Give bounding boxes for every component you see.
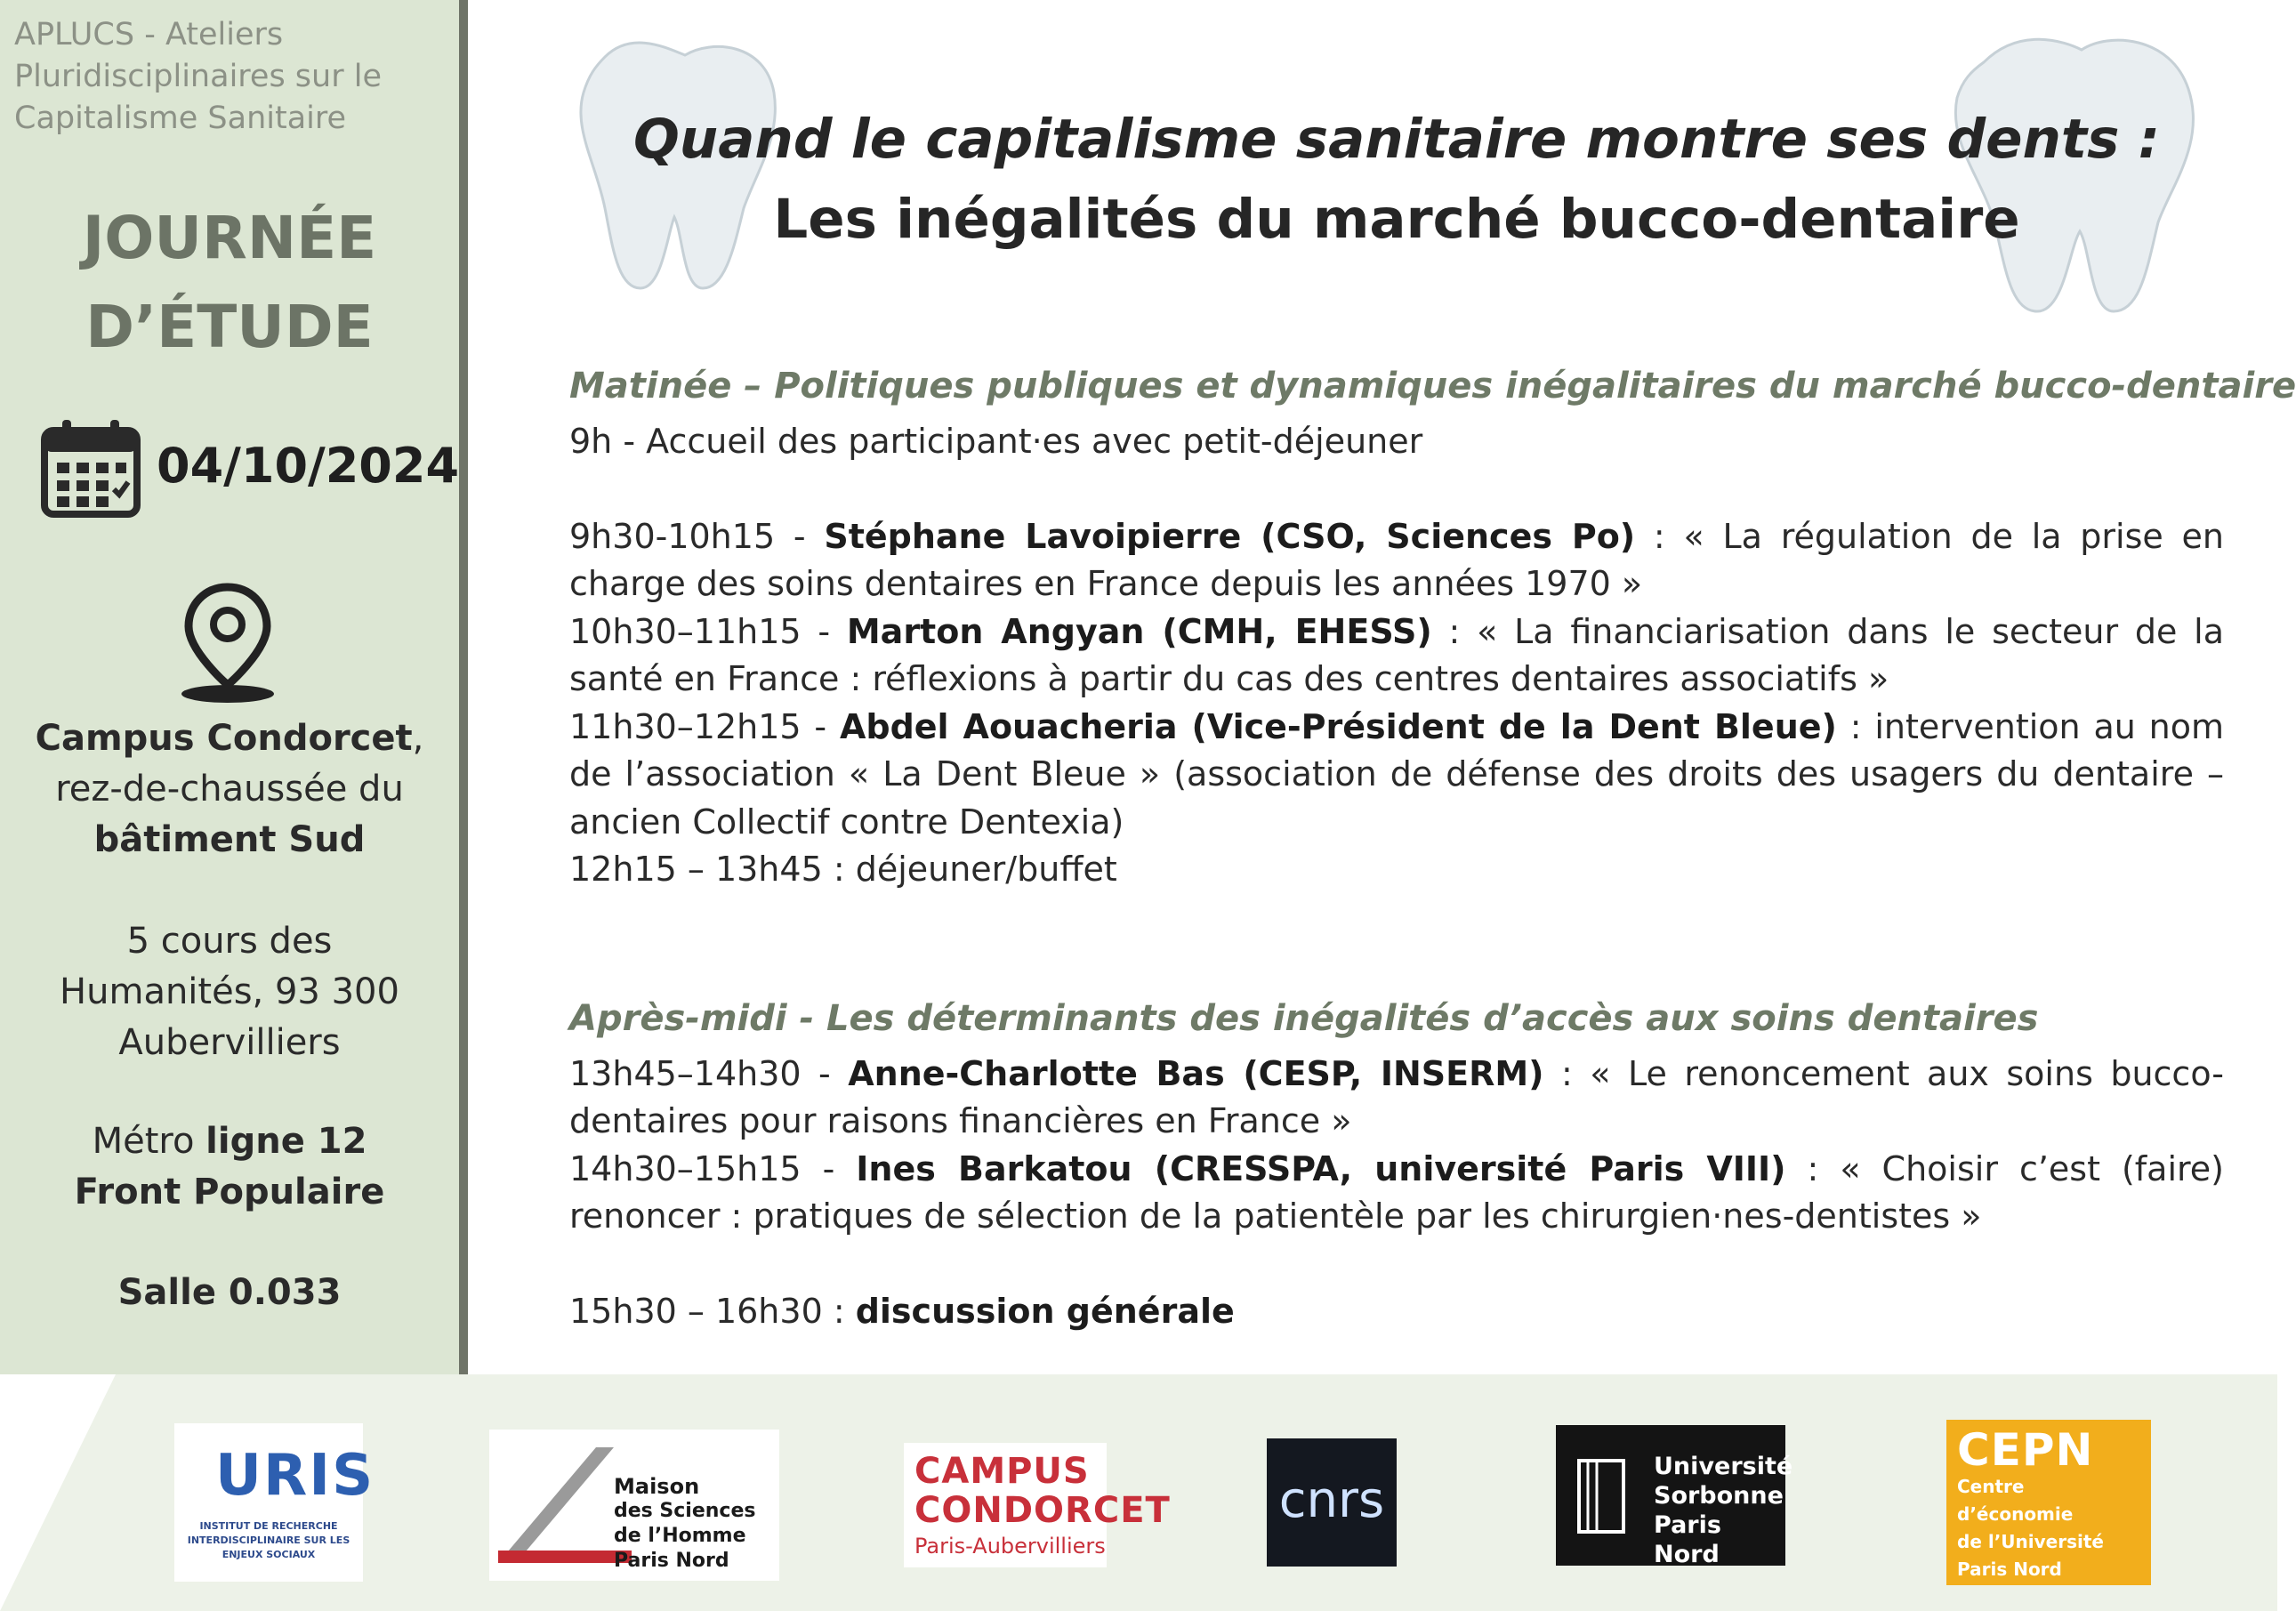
location-pin-icon <box>176 582 279 705</box>
program-item <box>569 513 2224 608</box>
uris-logo <box>174 1423 375 1582</box>
usp-logo <box>1556 1425 1793 1568</box>
afternoon-heading: Après-midi - Les déterminants des inégalités d’accès aux soins dentaires <box>569 997 2039 1039</box>
item-time: 11h30–12h15 - <box>569 706 840 746</box>
usp-text <box>1654 1452 1792 1569</box>
cnrs-wordmark: cnrs <box>1278 1471 1385 1529</box>
item-speaker: Marton Angyan (CMH, EHESS) <box>846 611 1432 651</box>
address-line-1: 5 cours des <box>126 921 333 962</box>
item-speaker: Ines Barkatou (CRESSPA, université Paris VIII) <box>856 1148 1786 1188</box>
venue <box>0 713 459 866</box>
item-speaker: Stéphane Lavoipierre (CSO, Sciences Po) <box>824 516 1636 556</box>
item-time: 15h30 – 16h30 : <box>569 1291 856 1331</box>
usp-mark <box>1574 1452 1645 1541</box>
spacer <box>569 1241 2224 1288</box>
item-title: : « La financiarisation dans le secteur de la santé en France : réflexions à partir du cas des centres dentaires associatifs » <box>569 611 2225 698</box>
item-time: 9h30-10h15 - <box>569 516 825 556</box>
cepn-line-1: Centre d’économie <box>1957 1476 2074 1525</box>
metro-info <box>0 1116 459 1218</box>
item-label: discussion générale <box>855 1291 1235 1331</box>
campus-line-1: CAMPUS <box>914 1451 1090 1492</box>
program-item <box>569 1288 2224 1336</box>
item-speaker: Abdel Aouacheria (Vice-Président de la Dent Bleue) <box>839 706 1837 746</box>
item-title: : « Le renoncement aux soins bucco-dentaires pour raisons financières en France » <box>569 1053 2224 1140</box>
spacer <box>569 466 2224 513</box>
venue-building: bâtiment Sud <box>93 819 366 860</box>
msh-logo <box>489 1430 779 1581</box>
morning-welcome: 9h - Accueil des participant·es avec petit-déjeuner <box>569 422 1423 461</box>
cepn-acronym: CEPN <box>1957 1424 2094 1476</box>
title-line-1: Quand le capitalisme sanitaire montre ses dents : <box>632 108 2161 171</box>
organization-name: APLUCS - Ateliers Pluridisciplinaires sur le Capitalisme Sanitaire <box>14 17 382 136</box>
address <box>0 916 459 1068</box>
venue-floor: rez-de-chaussée du <box>55 769 404 810</box>
msh-mark <box>498 1438 632 1572</box>
title-line-2: Les inégalités du marché bucco-dentaire <box>773 188 2020 251</box>
campus-line-2: CONDORCET <box>914 1490 1171 1531</box>
usp-line-2: Sorbonne <box>1654 1482 1784 1510</box>
item-time: 10h30–11h15 - <box>569 611 847 651</box>
program-item <box>569 608 2224 704</box>
cepn-text <box>1957 1473 2146 1583</box>
item-title: : « Choisir c’est (faire) renoncer : pratiques de sélection de la patientèle par les chirurgien·nes-dentistes » <box>569 1148 2225 1236</box>
msh-line-2: des Sciences <box>614 1500 756 1522</box>
program-item <box>569 1051 2224 1146</box>
morning-lunch: 12h15 – 13h45 : déjeuner/buffet <box>569 850 1117 889</box>
footer-notch <box>0 1374 116 1611</box>
program <box>569 359 2296 1335</box>
msh-line-1: Maison <box>614 1474 700 1499</box>
morning-heading: Matinée – Politiques publiques et dynamiques inégalitaires du marché bucco-dentaire <box>569 366 2296 407</box>
metro-prefix: Métro <box>92 1121 206 1162</box>
spacer <box>569 894 2224 992</box>
uris-caption: INSTITUT DE RECHERCHE INTERDISCIPLINAIRE SUR LES ENJEUX SOCIAUX <box>187 1520 350 1560</box>
cepn-line-3: Paris Nord <box>1957 1559 2062 1580</box>
program-item <box>569 704 2224 847</box>
event-type-line-2: D’ÉTUDE <box>85 293 374 361</box>
metro-line: ligne 12 <box>205 1121 367 1162</box>
event-type <box>0 194 459 372</box>
item-title: : intervention au nom de l’association « La Dent Bleue » (association de défense des droits des usagers du dentaire – ancien Collectif contre Dentexia) <box>569 706 2225 842</box>
address-line-3: Aubervilliers <box>118 1022 341 1063</box>
cepn-line-2: de l’Université <box>1957 1531 2104 1552</box>
room: Salle 0.033 <box>117 1272 342 1313</box>
cnrs-logo <box>1267 1438 1397 1567</box>
cepn-logo <box>1946 1420 2151 1585</box>
date-text: 04/10/2024 <box>157 438 460 494</box>
item-time: 13h45–14h30 - <box>569 1053 849 1093</box>
usp-line-1: Université <box>1654 1453 1793 1480</box>
event-date <box>41 418 460 518</box>
uris-mark: URIS <box>215 1443 375 1509</box>
metro-station: Front Populaire <box>74 1172 385 1212</box>
item-speaker: Anne-Charlotte Bas (CESP, INSERM) <box>848 1053 1544 1093</box>
item-title: : « La régulation de la prise en charge des soins dentaires en France depuis les années 1970 » <box>569 516 2224 603</box>
msh-text <box>614 1474 779 1574</box>
msh-line-3: de l’Homme Paris Nord <box>614 1525 746 1572</box>
page-title <box>578 100 2215 260</box>
usp-line-3: Paris Nord <box>1654 1511 1721 1568</box>
address-line-2: Humanités, 93 300 <box>60 971 399 1012</box>
event-type-line-1: JOURNÉE <box>82 204 377 272</box>
calendar-icon <box>41 418 141 518</box>
campus-line-3: Paris-Aubervilliers <box>914 1534 1106 1559</box>
program-item <box>569 1146 2224 1241</box>
item-time: 14h30–15h15 - <box>569 1148 857 1188</box>
sidebar-divider <box>459 0 468 1374</box>
campus-condorcet-logo <box>904 1443 1171 1567</box>
venue-name: Campus Condorcet <box>35 718 413 759</box>
venue-comma: , <box>412 718 424 759</box>
sidebar <box>0 0 459 1374</box>
